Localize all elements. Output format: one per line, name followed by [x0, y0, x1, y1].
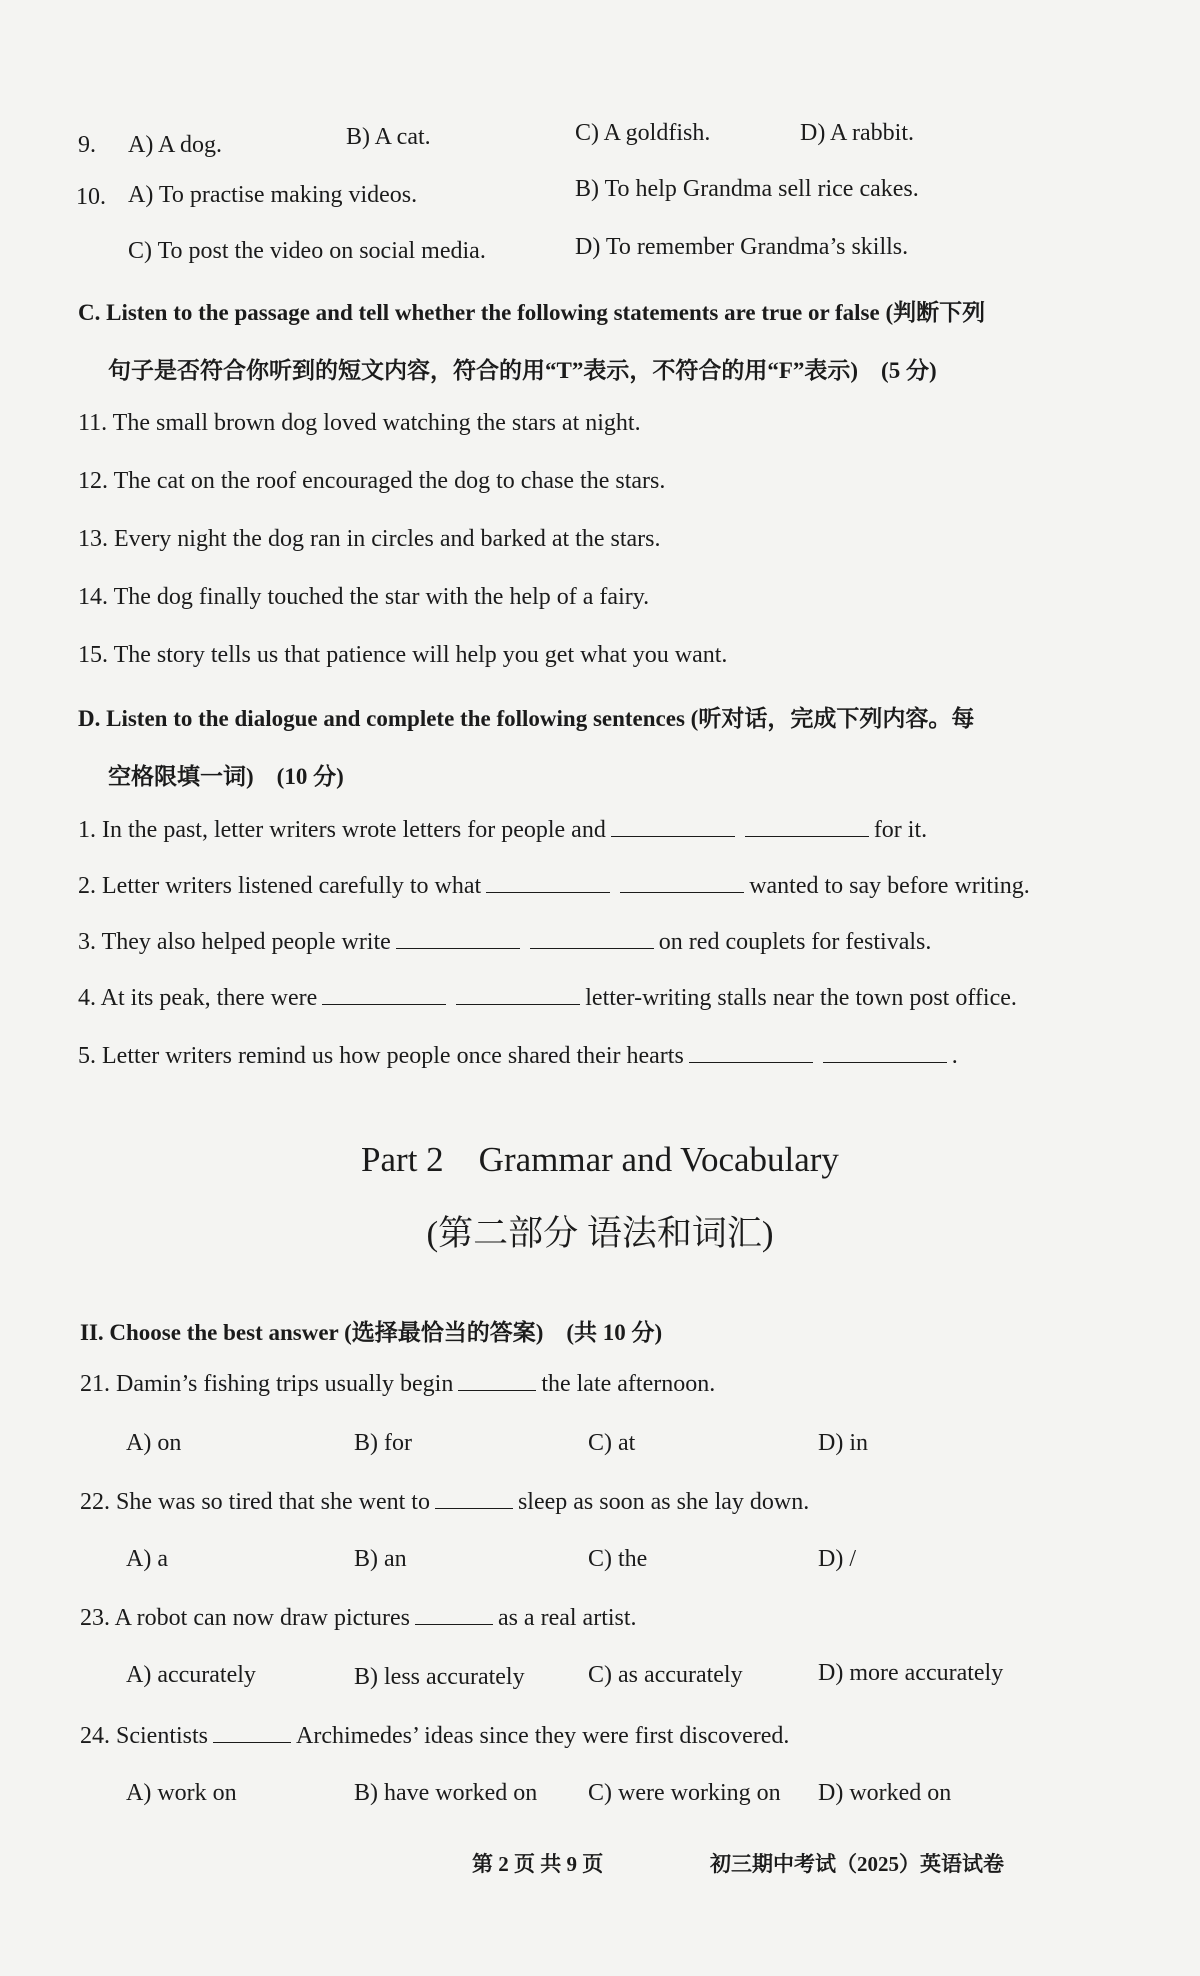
section-c-heading-continued: 句子是否符合你听到的短文内容，符合的用“T”表示，不符合的用“F”表示) (5 分): [108, 358, 937, 383]
exam-title-footer: 初三期中考试（2025）英语试卷: [710, 1852, 1004, 1876]
question-24-text: 24. Scientists: [80, 1723, 209, 1749]
question-23-option-b: B) less accurately: [354, 1664, 525, 1690]
section-ii-heading: II. Choose the best answer (选择最恰当的答案) (共 10 分): [80, 1320, 663, 1345]
question-10-option-a: A) To practise making videos.: [128, 182, 418, 208]
question-10-option-c: C) To post the video on social media.: [128, 238, 486, 264]
question-21-option-a: A) on: [126, 1430, 182, 1456]
sentence-1-text: 1. In the past, letter writers wrote letters for people and: [78, 817, 606, 843]
statement-12: 12. The cat on the roof encouraged the dog to chase the stars.: [78, 468, 666, 494]
question-23-stem: [80, 1604, 637, 1632]
answer-blank[interactable]: [213, 1722, 291, 1743]
question-22-option-b: B) an: [354, 1546, 407, 1572]
question-23-text-end: as a real artist.: [497, 1605, 637, 1631]
question-23-text: 23. A robot can now draw pictures: [80, 1605, 410, 1631]
question-24-text-end: Archimedes’ ideas since they were first discovered.: [296, 1723, 790, 1749]
answer-blank[interactable]: [486, 872, 610, 893]
question-21-option-d: D) in: [818, 1430, 868, 1456]
question-21-option-c: C) at: [588, 1430, 636, 1456]
statement-15: 15. The story tells us that patience will help you get what you want.: [78, 642, 728, 668]
question-24-option-d: D) worked on: [818, 1780, 952, 1806]
question-22-option-c: C) the: [588, 1546, 648, 1572]
statement-13: 13. Every night the dog ran in circles and barked at the stars.: [78, 526, 661, 552]
question-22-option-a: A) a: [126, 1546, 168, 1572]
section-d-heading: D. Listen to the dialogue and complete the following sentences (听对话，完成下列内容。每: [78, 706, 975, 731]
answer-blank[interactable]: [620, 872, 744, 893]
answer-blank[interactable]: [689, 1042, 813, 1063]
question-9-number: 9.: [78, 132, 96, 158]
answer-blank[interactable]: [611, 816, 735, 837]
question-24-option-c: C) were working on: [588, 1780, 781, 1806]
question-22-text-end: sleep as soon as she lay down.: [517, 1489, 810, 1515]
answer-blank[interactable]: [415, 1604, 493, 1625]
sentence-2-text: 2. Letter writers listened carefully to what: [78, 873, 482, 899]
question-10-option-b: B) To help Grandma sell rice cakes.: [575, 176, 919, 202]
question-24-option-b: B) have worked on: [354, 1780, 538, 1806]
question-21-text-end: the late afternoon.: [541, 1371, 716, 1397]
sentence-3-end: on red couplets for festivals.: [658, 929, 932, 955]
question-9-option-c: C) A goldfish.: [575, 120, 711, 146]
fill-in-sentence-3: [78, 928, 931, 956]
statement-11: 11. The small brown dog loved watching the stars at night.: [78, 410, 641, 436]
question-10-number: 10.: [76, 184, 106, 210]
question-22-option-d: D) /: [818, 1546, 856, 1572]
question-24-option-a: A) work on: [126, 1780, 237, 1806]
answer-blank[interactable]: [435, 1488, 513, 1509]
sentence-3-text: 3. They also helped people write: [78, 929, 391, 955]
answer-blank[interactable]: [322, 984, 446, 1005]
question-22-text: 22. She was so tired that she went to: [80, 1489, 430, 1515]
sentence-5-text: 5. Letter writers remind us how people once shared their hearts: [78, 1043, 684, 1069]
sentence-1-end: for it.: [873, 817, 928, 843]
section-d-heading-continued: 空格限填一词) (10 分): [108, 764, 344, 789]
sentence-4-text: 4. At its peak, there were: [78, 985, 318, 1011]
question-9-option-b: B) A cat.: [346, 124, 431, 150]
page-number: 第 2 页 共 9 页: [472, 1852, 604, 1876]
fill-in-sentence-1: [78, 816, 927, 844]
question-24-stem: [80, 1722, 789, 1750]
answer-blank[interactable]: [745, 816, 869, 837]
section-c-heading: C. Listen to the passage and tell whether the following statements are true or false (判断下列: [78, 300, 986, 325]
question-9-option-d: D) A rabbit.: [800, 120, 914, 146]
answer-blank[interactable]: [530, 928, 654, 949]
question-21-option-b: B) for: [354, 1430, 412, 1456]
part-2-title: Part 2 Grammar and Vocabulary: [361, 1140, 839, 1179]
question-21-text: 21. Damin’s fishing trips usually begin: [80, 1371, 454, 1397]
fill-in-sentence-5: [78, 1042, 958, 1070]
part-2-subtitle: (第二部分 语法和词汇): [426, 1214, 774, 1253]
answer-blank[interactable]: [456, 984, 580, 1005]
sentence-4-end: letter-writing stalls near the town post office.: [585, 985, 1017, 1011]
question-23-option-c: C) as accurately: [588, 1662, 743, 1688]
question-10-option-d: D) To remember Grandma’s skills.: [575, 234, 909, 260]
question-23-option-a: A) accurately: [126, 1662, 256, 1688]
answer-blank[interactable]: [823, 1042, 947, 1063]
fill-in-sentence-2: [78, 872, 1030, 900]
question-23-option-d: D) more accurately: [818, 1660, 1004, 1686]
question-21-stem: [80, 1370, 715, 1398]
question-22-stem: [80, 1488, 809, 1516]
sentence-5-end: .: [951, 1043, 958, 1069]
sentence-2-end: wanted to say before writing.: [749, 873, 1030, 899]
question-9-option-a: A) A dog.: [128, 132, 223, 158]
statement-14: 14. The dog finally touched the star with the help of a fairy.: [78, 584, 650, 610]
answer-blank[interactable]: [396, 928, 520, 949]
fill-in-sentence-4: [78, 984, 1017, 1012]
answer-blank[interactable]: [458, 1370, 536, 1391]
